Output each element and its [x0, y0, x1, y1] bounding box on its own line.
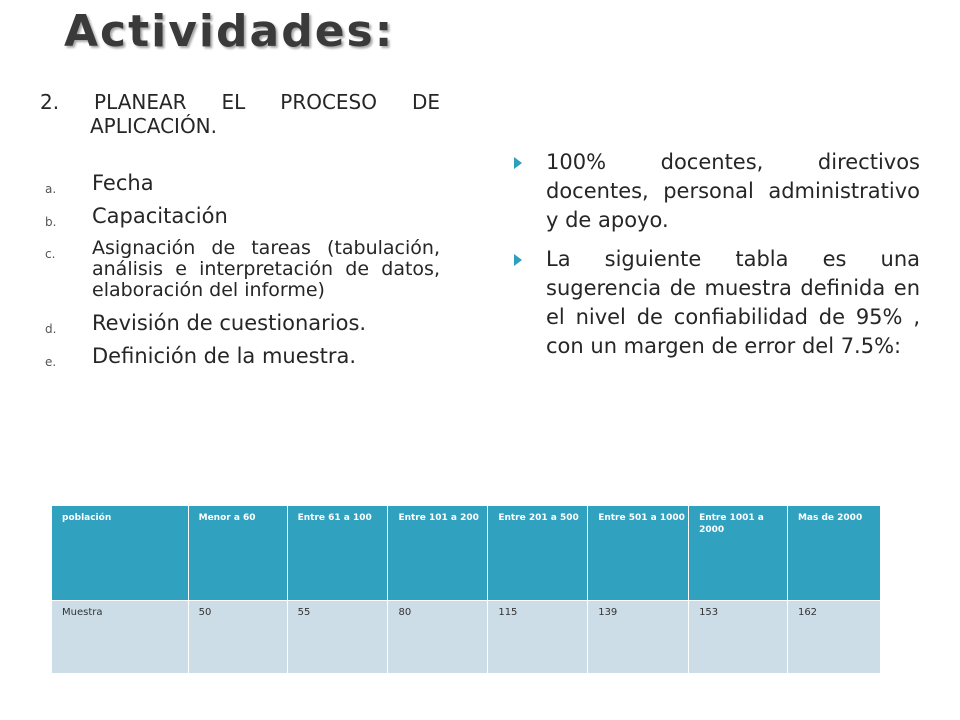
arrow-bullet-icon: [514, 157, 522, 169]
table-header-cell: Mas de 2000: [787, 506, 880, 601]
list-item: [40, 205, 440, 227]
list-item: [40, 312, 440, 334]
list-item: [40, 238, 440, 301]
list-item-text: Asignación de tareas (tabulación, análisis e interpretación de datos, elaboración del informe): [92, 237, 440, 301]
table-cell: 162: [787, 601, 880, 674]
bullet-item: [512, 148, 920, 235]
bullet-item: [512, 245, 920, 361]
list-marker: c.: [45, 247, 56, 261]
list-item-text: Fecha: [92, 171, 154, 195]
table-cell: 55: [287, 601, 388, 674]
list-item-text: Definición de la muestra.: [92, 344, 357, 368]
list-marker: a.: [45, 182, 57, 196]
table-cell: 153: [689, 601, 788, 674]
list-marker: e.: [45, 355, 57, 369]
list-item-text: Revisión de cuestionarios.: [92, 311, 367, 335]
list-item: [40, 345, 440, 367]
table-cell: Muestra: [52, 601, 189, 674]
table-header-cell: Entre 61 a 100: [287, 506, 388, 601]
right-column: [512, 148, 920, 371]
section-heading: 2. PLANEAR EL PROCESO DE APLICACIÓN.: [40, 90, 440, 138]
table-header-cell: Entre 1001 a 2000: [689, 506, 788, 601]
table-cell: 80: [388, 601, 488, 674]
sample-table: [51, 505, 881, 674]
table-header-row: [52, 506, 881, 601]
table-row: [52, 601, 881, 674]
table-cell: 50: [188, 601, 287, 674]
activity-list: [40, 172, 440, 367]
table-header-cell: Entre 201 a 500: [488, 506, 588, 601]
bullet-text: 100% docentes, directivos docentes, personal administrativo y de apoyo.: [546, 150, 920, 232]
list-marker: b.: [45, 215, 57, 229]
table-cell: 139: [588, 601, 689, 674]
arrow-bullet-icon: [514, 254, 522, 266]
table-header-cell: Menor a 60: [188, 506, 287, 601]
table-cell: 115: [488, 601, 588, 674]
list-item-text: Capacitación: [92, 204, 228, 228]
table-header-cell: Entre 501 a 1000: [588, 506, 689, 601]
left-column: [40, 90, 440, 378]
table-header-cell: población: [52, 506, 189, 601]
list-marker: d.: [45, 322, 57, 336]
bullet-text: La siguiente tabla es una sugerencia de muestra definida en el nivel de confiabilidad de 95% , con un margen de error del 7.5%:: [546, 247, 920, 358]
list-item: [40, 172, 440, 194]
slide-title: Actividades:: [64, 6, 395, 57]
table-header-cell: Entre 101 a 200: [388, 506, 488, 601]
